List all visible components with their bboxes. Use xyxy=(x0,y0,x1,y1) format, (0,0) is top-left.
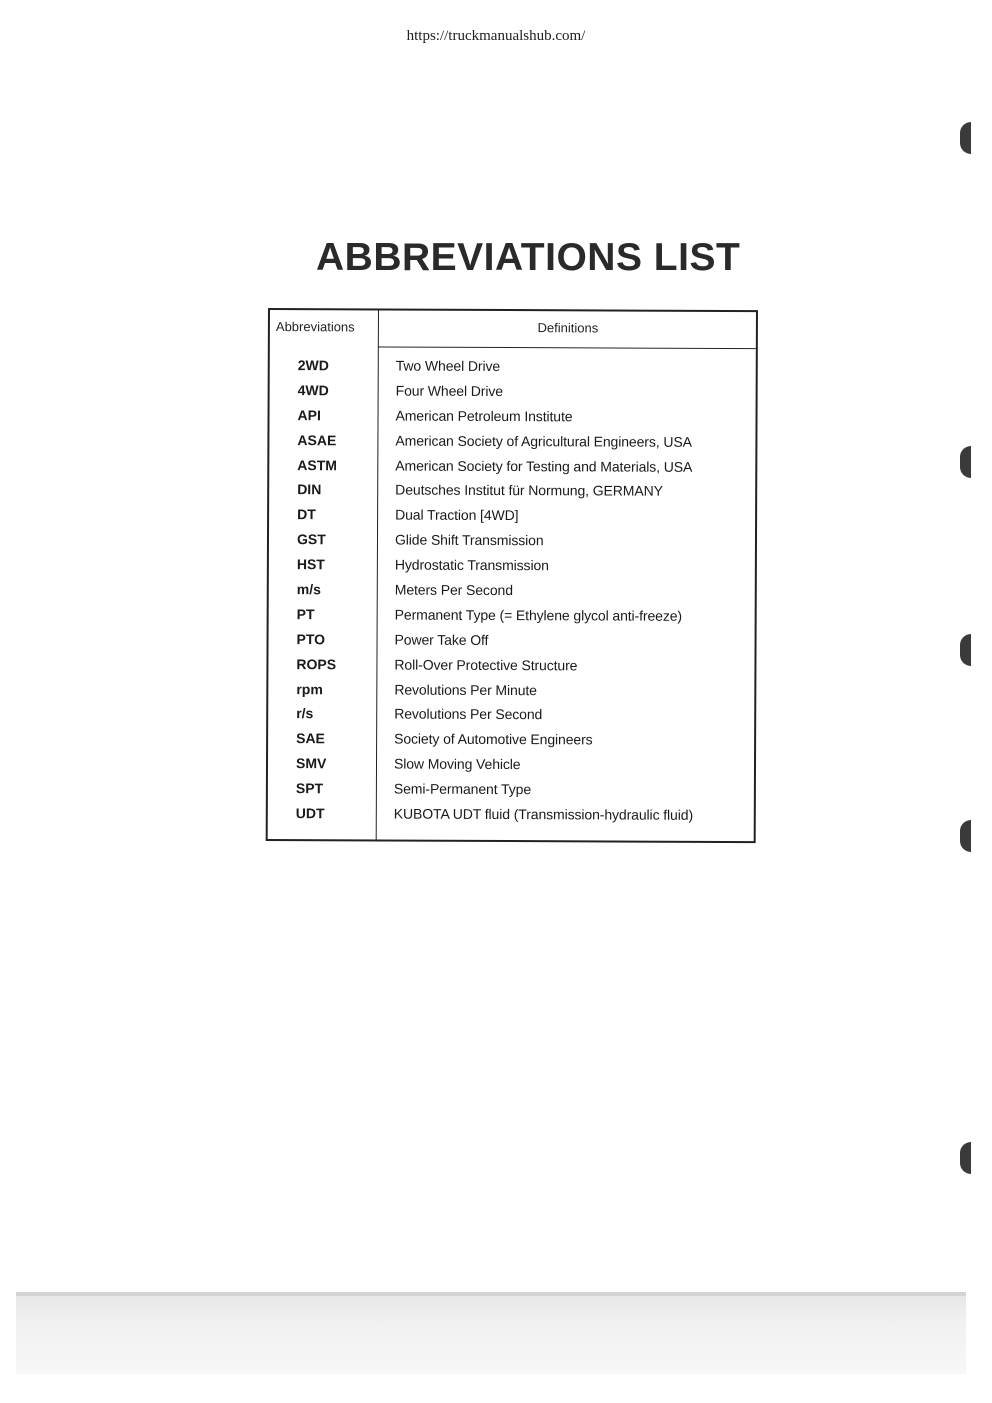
row-definition: KUBOTA UDT fluid (Transmission-hydraulic fluid) xyxy=(393,805,694,823)
row-definition: Permanent Type (= Ethylene glycol anti-freeze) xyxy=(394,606,683,624)
binder-tab-mark xyxy=(960,820,971,852)
row-abbreviation: SPT xyxy=(295,780,324,797)
table-row xyxy=(269,578,755,605)
header-definitions: Definitions xyxy=(537,320,599,336)
row-abbreviation: SMV xyxy=(295,755,327,772)
row-abbreviation: HST xyxy=(296,556,325,573)
row-definition: Revolutions Per Minute xyxy=(394,681,537,698)
table-row xyxy=(269,404,755,431)
table-body xyxy=(268,354,756,829)
table-row xyxy=(269,528,755,555)
table-row xyxy=(268,727,754,754)
row-abbreviation: 2WD xyxy=(297,357,329,374)
row-abbreviation: API xyxy=(297,406,321,424)
row-definition: Two Wheel Drive xyxy=(395,357,501,375)
row-definition: American Society of Agricultural Engineers, USA xyxy=(395,432,692,450)
table-row xyxy=(270,379,756,406)
table-row xyxy=(269,454,755,481)
row-abbreviation: DT xyxy=(297,506,316,523)
header-divider xyxy=(378,346,756,349)
row-abbreviation: r/s xyxy=(296,705,314,722)
table-row xyxy=(269,429,755,456)
binder-tab-mark xyxy=(960,446,971,478)
table-row xyxy=(269,603,755,630)
abbreviations-table xyxy=(266,308,758,843)
table-row xyxy=(268,702,754,729)
row-definition: American Society for Testing and Materials, USA xyxy=(395,457,693,475)
table-row xyxy=(270,354,756,381)
table-row xyxy=(269,553,755,580)
row-abbreviation: SAE xyxy=(296,730,325,747)
row-definition: Power Take Off xyxy=(394,631,489,648)
row-definition: American Petroleum Institute xyxy=(395,407,573,425)
row-definition: Semi-Permanent Type xyxy=(393,780,532,798)
row-definition: Revolutions Per Second xyxy=(394,706,543,723)
table-row xyxy=(268,653,754,680)
row-abbreviation: PTO xyxy=(296,630,326,648)
table-row xyxy=(268,628,754,655)
table-row xyxy=(268,678,754,705)
scan-shadow-edge xyxy=(16,1292,966,1296)
source-url: https://truckmanualshub.com/ xyxy=(406,28,586,44)
row-abbreviation: ASAE xyxy=(297,431,337,448)
row-abbreviation: GST xyxy=(296,531,326,548)
row-definition: Glide Shift Transmission xyxy=(394,531,544,549)
row-definition: Dual Traction [4WD] xyxy=(395,506,519,524)
table-row xyxy=(269,503,755,530)
row-abbreviation: ROPS xyxy=(296,655,337,672)
table-row xyxy=(268,802,754,829)
row-definition: Four Wheel Drive xyxy=(395,382,504,399)
row-abbreviation: UDT xyxy=(295,805,325,822)
header-abbreviations: Abbreviations xyxy=(275,319,355,335)
binder-tab-mark xyxy=(960,634,971,666)
row-abbreviation: PT xyxy=(296,606,315,623)
row-abbreviation: rpm xyxy=(296,680,323,697)
row-definition: Hydrostatic Transmission xyxy=(394,556,549,574)
row-abbreviation: DIN xyxy=(297,481,322,498)
page-title: ABBREVIATIONS LIST xyxy=(316,236,741,279)
table-row xyxy=(268,777,754,804)
scan-shadow xyxy=(16,1292,966,1374)
row-definition: Society of Automotive Engineers xyxy=(394,730,593,748)
row-abbreviation: m/s xyxy=(296,581,321,598)
table-row xyxy=(269,478,755,505)
row-abbreviation: ASTM xyxy=(297,456,338,473)
row-definition: Roll-Over Protective Structure xyxy=(394,656,578,674)
row-abbreviation: 4WD xyxy=(297,382,329,399)
binder-tab-mark xyxy=(960,1142,971,1174)
row-definition: Deutsches Institut für Normung, GERMANY xyxy=(395,482,663,500)
table-row xyxy=(268,752,754,779)
row-definition: Meters Per Second xyxy=(394,581,513,599)
binder-tab-mark xyxy=(960,122,971,154)
row-definition: Slow Moving Vehicle xyxy=(393,755,521,773)
